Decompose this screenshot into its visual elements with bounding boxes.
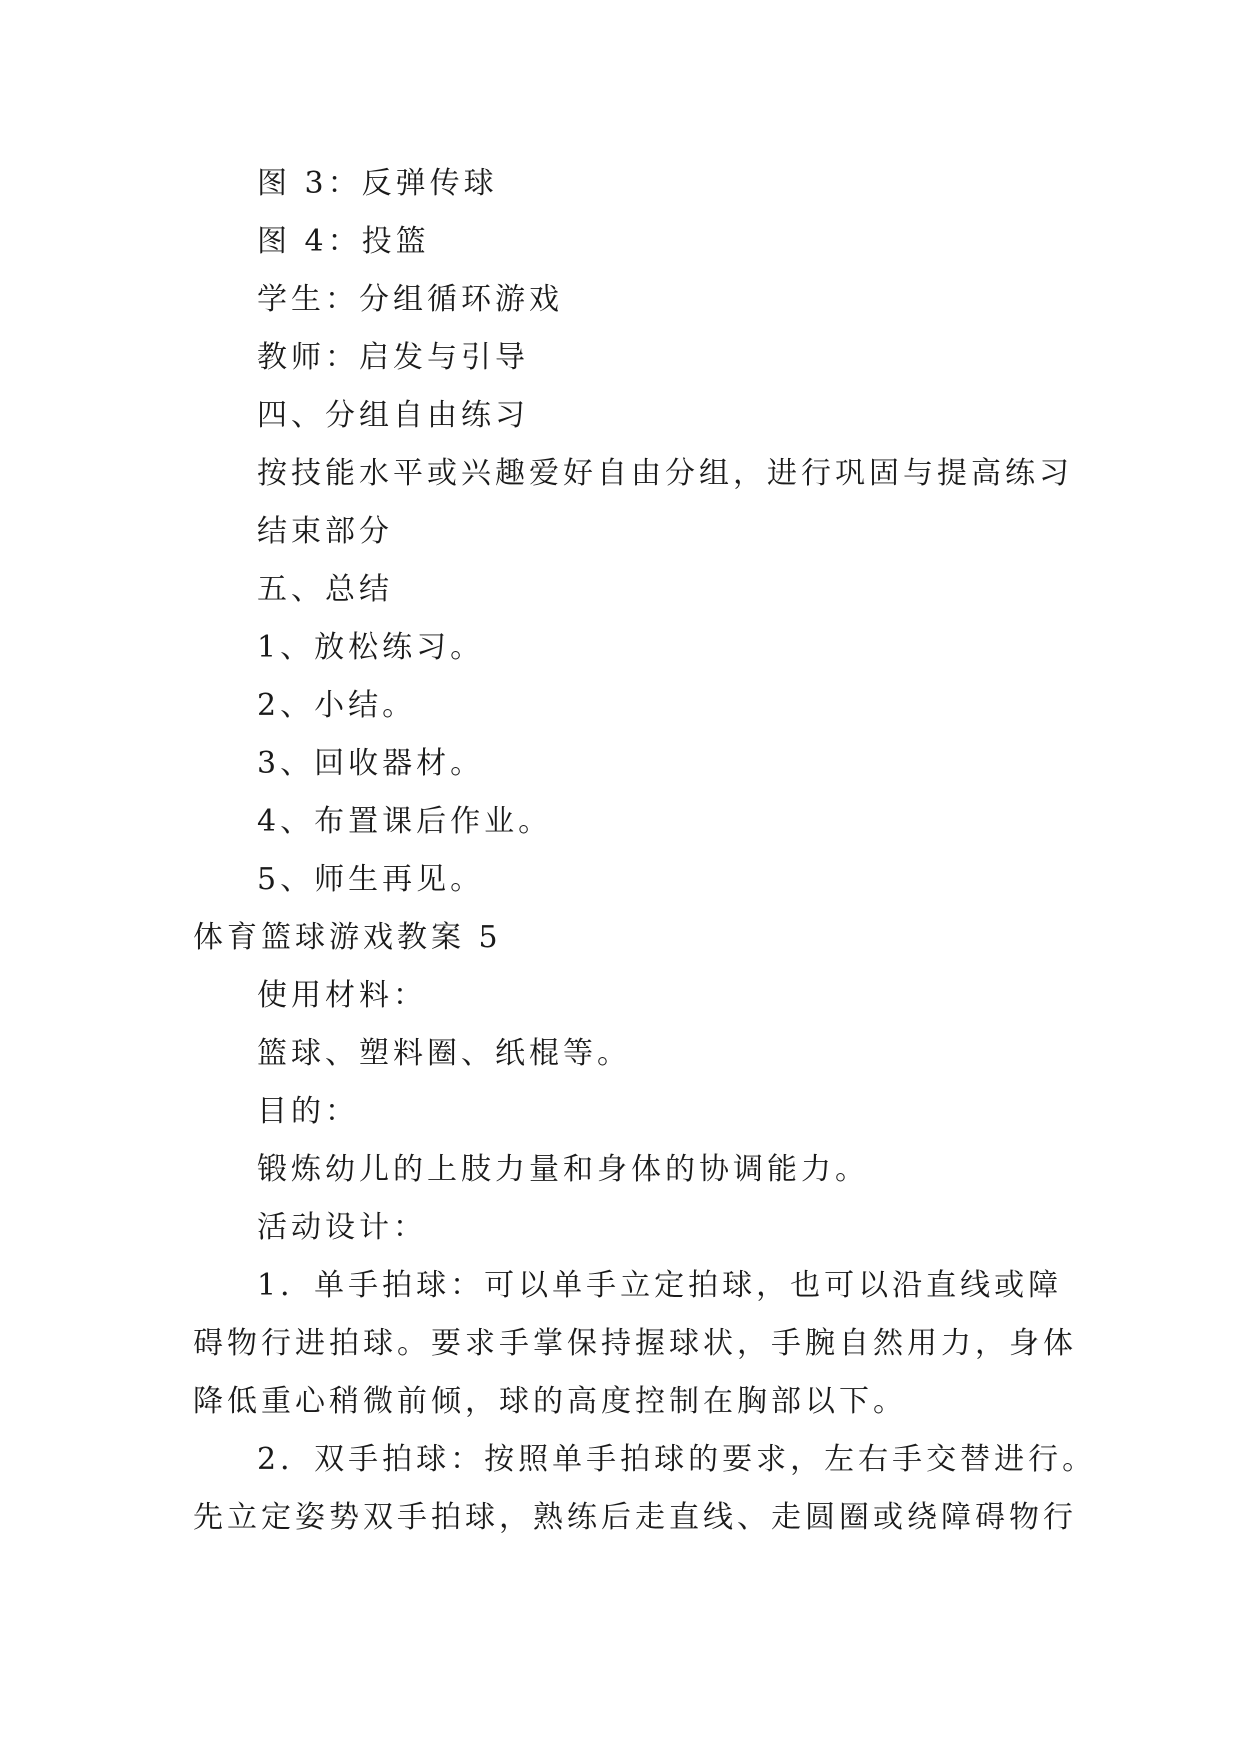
list-item-2: 2、小结。 xyxy=(257,688,417,723)
activity-2-line-1: 2．双手拍球：按照单手拍球的要求，左右手交替进行。 xyxy=(257,1442,1097,1477)
list-item-1: 1、放松练习。 xyxy=(257,630,485,665)
paragraph-students: 学生：分组循环游戏 xyxy=(257,282,563,317)
document-title: 体育篮球游戏教案 5 xyxy=(193,920,502,955)
materials-label: 使用材料： xyxy=(257,978,427,1013)
activity-1-line-1: 1．单手拍球：可以单手立定拍球，也可以沿直线或障 xyxy=(257,1268,1063,1303)
activity-1-line-3: 降低重心稍微前倾，球的高度控制在胸部以下。 xyxy=(193,1384,907,1419)
purpose-label: 目的： xyxy=(257,1094,359,1129)
figure-caption-3: 图 3：反弹传球 xyxy=(257,166,498,201)
list-item-4: 4、布置课后作业。 xyxy=(257,804,553,839)
section-heading-4: 四、分组自由练习 xyxy=(257,398,529,433)
figure-caption-4: 图 4：投篮 xyxy=(257,224,430,259)
activity-2-line-2: 先立定姿势双手拍球，熟练后走直线、走圆圈或绕障碍物行 xyxy=(193,1500,1077,1535)
paragraph-teacher: 教师：启发与引导 xyxy=(257,340,529,375)
activity-label: 活动设计： xyxy=(257,1210,427,1245)
list-item-5: 5、师生再见。 xyxy=(257,862,485,897)
list-item-3: 3、回收器材。 xyxy=(257,746,485,781)
materials-text: 篮球、塑料圈、纸棍等。 xyxy=(257,1036,631,1071)
section-heading-5: 五、总结 xyxy=(257,572,393,607)
purpose-text: 锻炼幼儿的上肢力量和身体的协调能力。 xyxy=(257,1152,869,1187)
activity-1-line-2: 碍物行进拍球。要求手掌保持握球状，手腕自然用力，身体 xyxy=(193,1326,1077,1361)
paragraph-grouping: 按技能水平或兴趣爱好自由分组，进行巩固与提高练习 xyxy=(257,456,1073,491)
section-heading-ending: 结束部分 xyxy=(257,514,393,549)
